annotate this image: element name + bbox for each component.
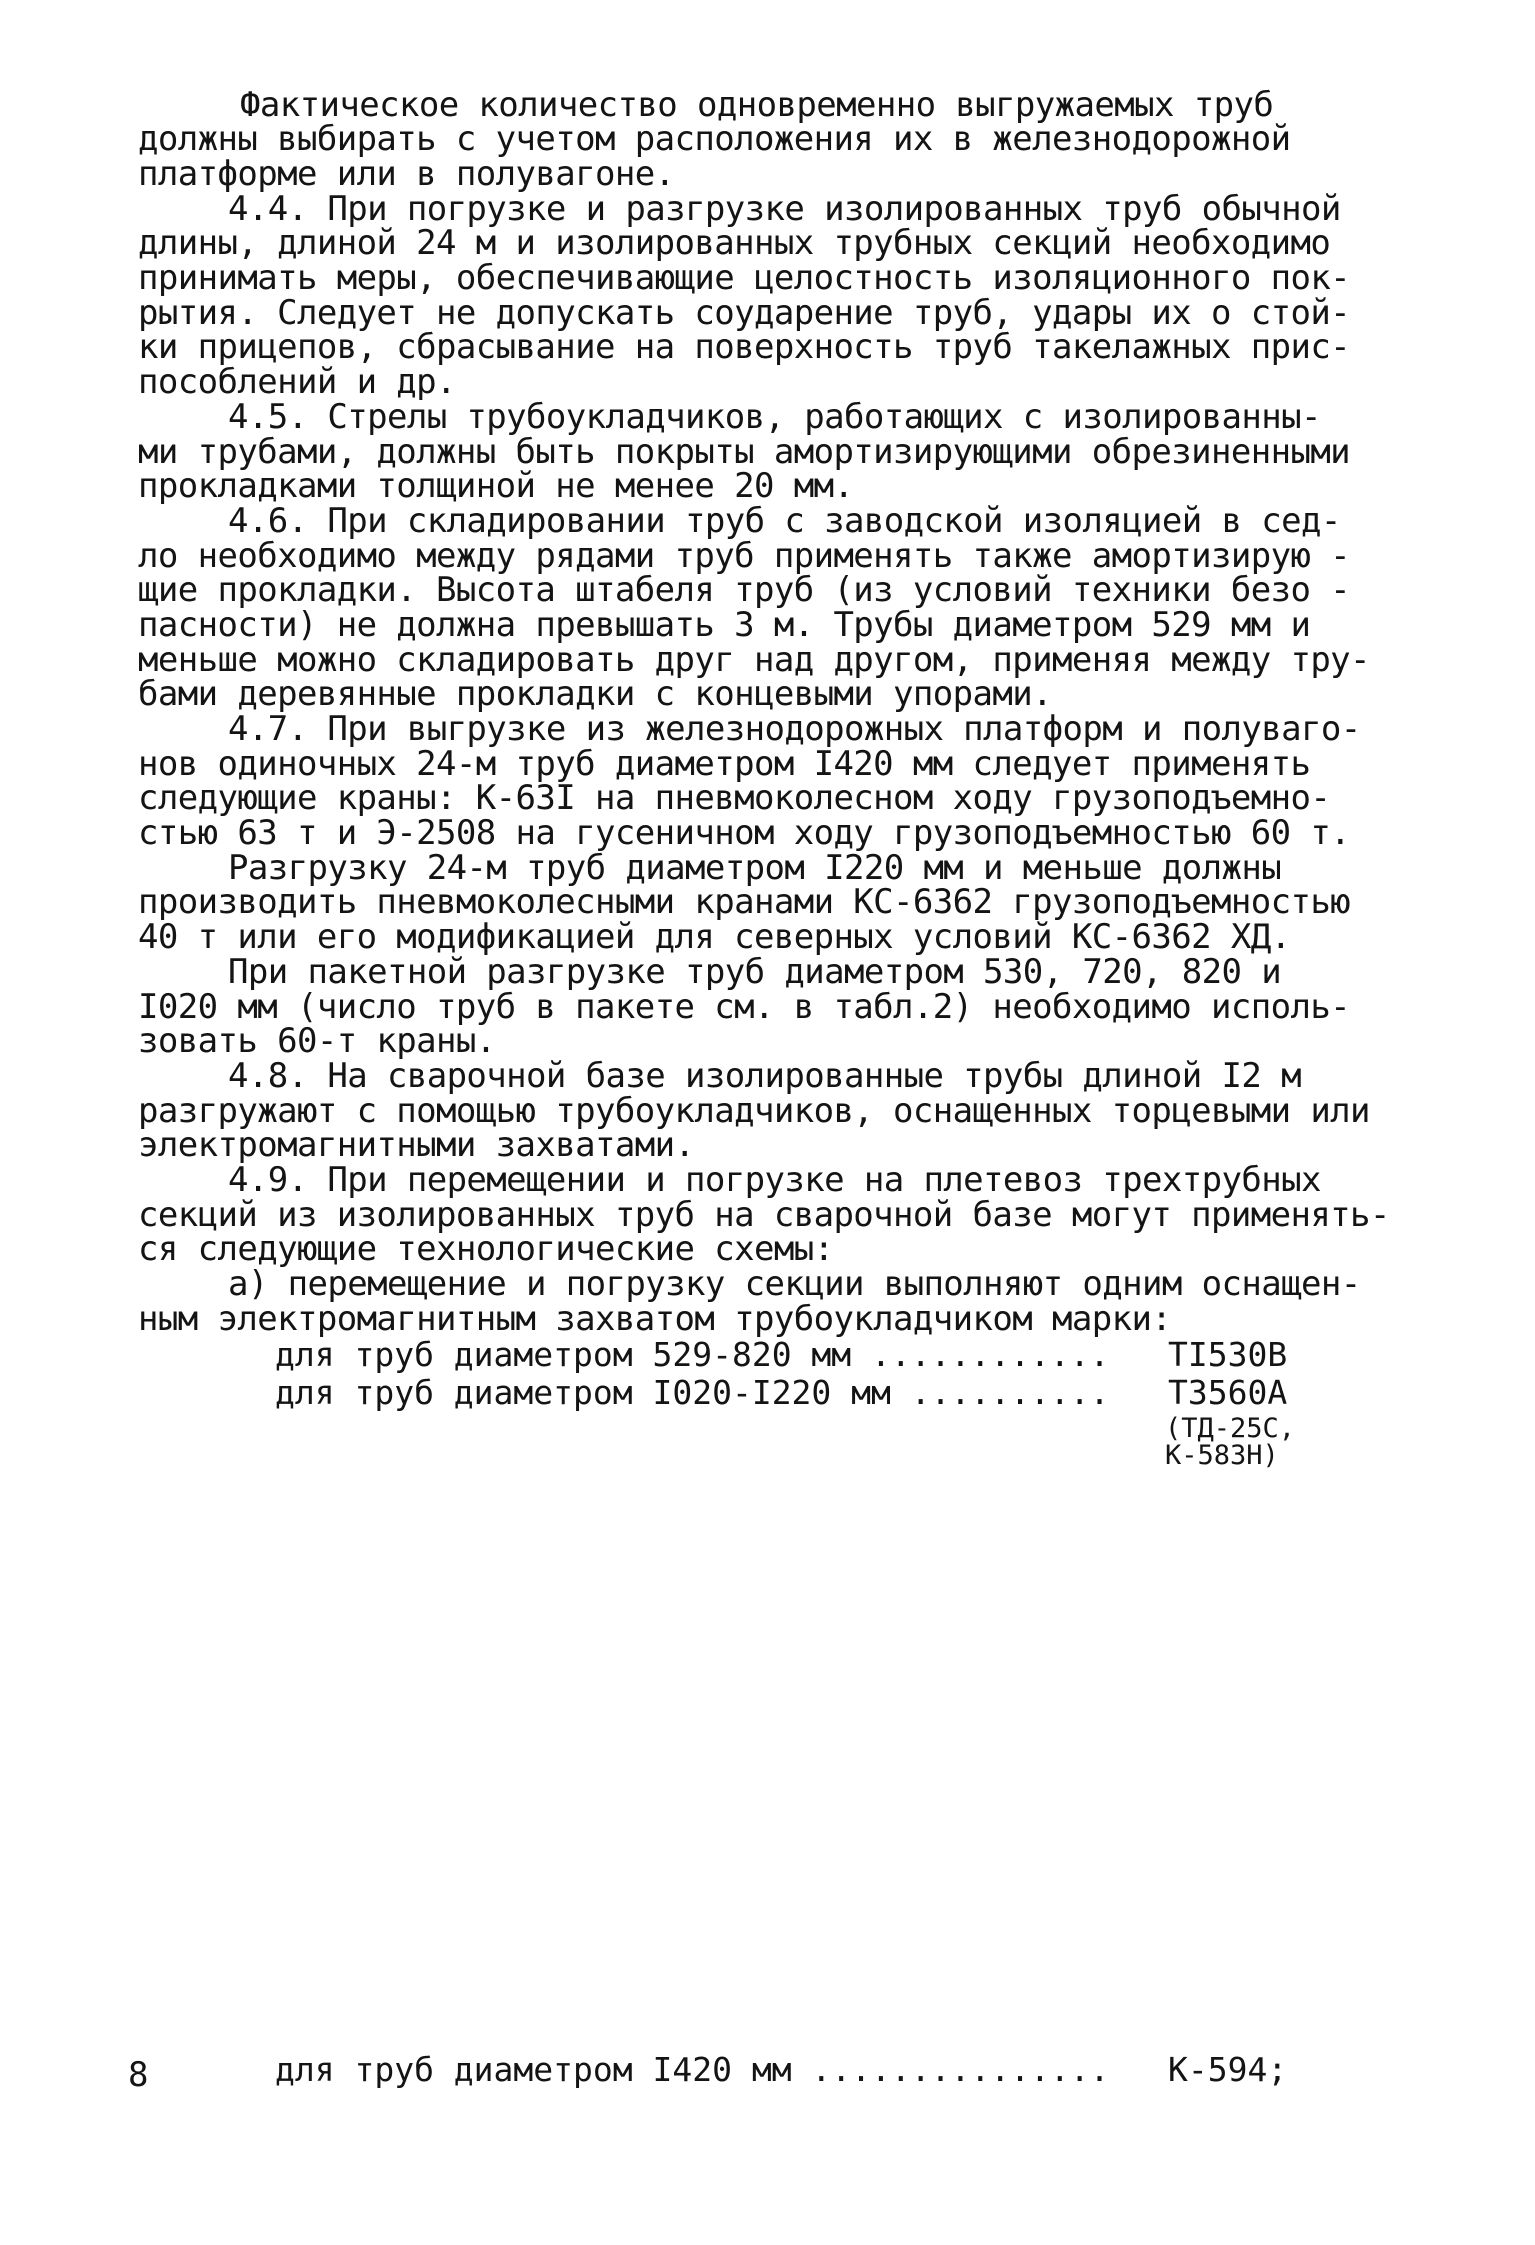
text-line: Разгрузку 24-м труб диаметром I220 мм и меньше должны [228,848,1282,888]
text-line: должны выбирать с учетом расположения их в железнодорожной [138,119,1291,159]
text-line: разгружают с помощью трубоукладчиков, оснащенных торцевыми или [138,1091,1370,1131]
text-line: электромагнитными захватами. [138,1125,695,1165]
text-line: стью 63 т и Э-2508 на гусеничном ходу грузоподъемностью 60 т. [138,813,1351,853]
page-number: 8 [128,2055,149,2095]
list-item-value: TI530B [1168,1335,1288,1374]
text-line: ся следующие технологические схемы: [138,1229,834,1269]
text-line: 4.5. Стрелы трубоукладчиков, работающих с изолированны- [228,397,1321,437]
list-item-text: для труб диаметром 529-820 мм ............ [275,1335,1110,1374]
text-line: платформе или в полувагоне. [138,154,675,194]
text-line: рытия. Следует не допускать соударение труб, удары их о стой- [138,293,1351,333]
text-line: пасности) не должна превышать 3 м. Трубы диаметром 529 мм и [138,605,1311,645]
text-line: щие прокладки. Высота штабеля труб (из условий техники безо - [138,570,1351,610]
list-item-value: К-594; [1168,2050,1288,2089]
text-line: зовать 60-т краны. [138,1021,496,1061]
text-line: меньше можно складировать друг над другом, применяя между тру- [138,640,1370,680]
text-line: Фактическое количество одновременно выгружаемых труб [240,85,1274,125]
text-line: 4.6. При складировании труб с заводской изоляцией в сед- [228,501,1341,541]
text-line: пособлений и др. [138,362,456,402]
text-line: 40 т или его модификацией для северных условий КС-6362 ХД. [138,917,1291,957]
text-line: следующие краны: К-63I на пневмоколесном ходу грузоподъемно- [138,778,1331,818]
text-line: а) перемещение и погрузку секции выполняют одним оснащен- [228,1264,1361,1304]
list-item-text: для труб диаметром I020-I220 мм .......... [275,1373,1110,1412]
list-item-text: для труб диаметром I420 мм ............... [275,2050,1110,2089]
text-line: ным электромагнитным захватом трубоукладчиком марки: [138,1299,1172,1339]
text-line: 4.9. При перемещении и погрузке на плетевоз трехтрубных [228,1160,1321,1200]
text-line: I020 мм (число труб в пакете см. в табл.2) необходимо исполь- [138,987,1351,1027]
text-line: производить пневмоколесными кранами КС-6362 грузоподъемностью [138,882,1351,922]
text-line: 4.7. При выгрузке из железнодорожных платформ и полуваго- [228,709,1361,749]
text-line: секций из изолированных труб на сварочной базе могут применять- [138,1195,1390,1235]
text-line: При пакетной разгрузке труб диаметром 530, 720, 820 и [228,952,1282,992]
text-line: ми трубами, должны быть покрыты амортизирующими обрезиненными [138,432,1351,472]
text-line: принимать меры, обеспечивающие целостность изоляционного пок- [138,258,1351,298]
text-line: прокладками толщиной не менее 20 мм. [138,466,854,506]
text-line: нов одиночных 24-м труб диаметром I420 мм следует применять [138,744,1311,784]
text-line: ло необходимо между рядами труб применять также амортизирую - [138,536,1351,576]
list-item-note: (ТД-25С, [1165,1413,1296,1444]
list-item-value: T3560A [1168,1373,1288,1412]
list-item-note: К-583Н) [1165,1440,1279,1471]
text-line: 4.4. При погрузке и разгрузке изолированных труб обычной [228,189,1341,229]
text-line: бами деревянные прокладки с концевыми упорами. [138,674,1053,714]
text-line: ки прицепов, сбрасывание на поверхность труб такелажных прис- [138,327,1351,367]
text-line: длины, длиной 24 м и изолированных трубных секций необходимо [138,223,1331,263]
text-line: 4.8. На сварочной базе изолированные трубы длиной I2 м [228,1056,1301,1096]
